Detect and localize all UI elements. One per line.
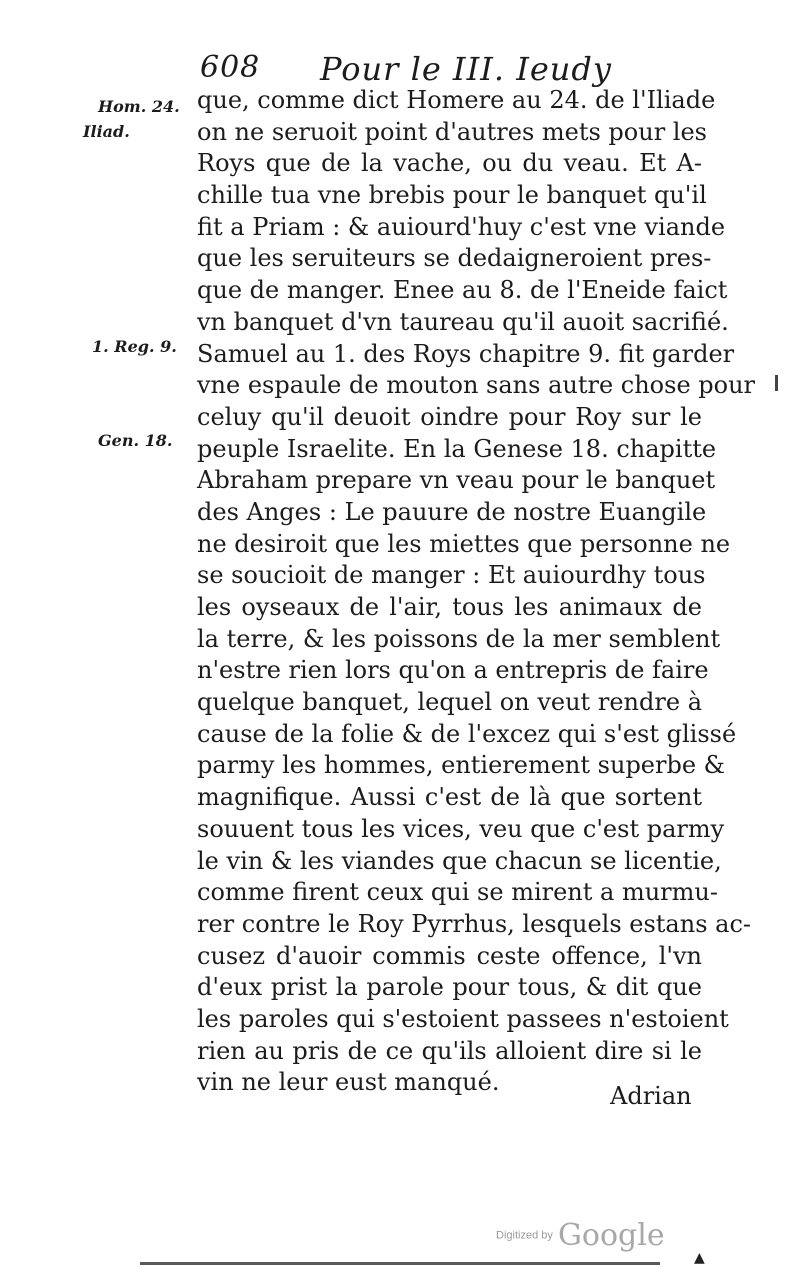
page-number: 608 <box>200 50 261 85</box>
text-line: fit a Priam : & auiourd'huy c'est vne viande <box>197 212 726 241</box>
text-line: Samuel au 1. des Roys chapitre 9. fit garder <box>197 339 735 368</box>
text-line: chille tua vne brebis pour le banquet qu'il <box>197 181 707 210</box>
text-line: ne desiroit que les miettes que personne ne <box>197 529 731 558</box>
text-line: le vin & les viandes que chacun se licentie, <box>197 846 722 875</box>
text-line: vn banquet d'vn taureau qu'il auoit sacrifié. <box>197 307 729 336</box>
watermark-brand: Google <box>557 1218 665 1253</box>
text-line: Roys que de la vache, ou du veau. Et A- <box>197 149 702 178</box>
text-line: la terre, & les poissons de la mer semblent <box>197 624 721 653</box>
text-line: cusez d'auoir commis ceste offence, l'vn <box>197 941 702 970</box>
text-line: comme firent ceux qui se mirent a murmu- <box>197 878 718 907</box>
margin-note-reg: 1. Reg. 9. <box>92 337 177 356</box>
text-line: d'eux prist la parole pour tous, & dit que <box>197 973 702 1002</box>
catchword: Adrian <box>610 1082 692 1110</box>
text-line: que, comme dict Homere au 24. de l'Iliade <box>197 86 716 114</box>
text-line: quelque banquet, lequel on veut rendre à <box>197 688 702 717</box>
text-line: vne espaule de mouton sans autre chose pour <box>197 371 756 400</box>
page-edge-line <box>140 1262 660 1265</box>
text-line: les paroles qui s'estoient passees n'estoient <box>197 1004 729 1033</box>
text-line: les oyseaux de l'air, tous les animaux de <box>197 593 702 621</box>
text-line: magnifique. Aussi c'est de là que sortent <box>197 783 702 812</box>
text-line: celuy qu'il deuoit oindre pour Roy sur le <box>197 402 702 431</box>
text-line: parmy les hommes, entierement superbe & <box>197 751 726 780</box>
text-line: rer contre le Roy Pyrrhus, lesquels estans ac- <box>197 909 752 938</box>
text-line: cause de la folie & de l'excez qui s'est glissé <box>197 719 737 748</box>
text-line: Abraham prepare vn veau pour le banquet <box>197 466 716 495</box>
text-line: rien au pris de ce qu'ils alloient dire si le <box>197 1036 702 1065</box>
text-line: peuple Israelite. En la Genese 18. chapitte <box>197 434 717 463</box>
margin-notes <box>0 0 200 1280</box>
watermark-prefix: Digitized by <box>496 1229 553 1242</box>
text-line: n'estre rien lors qu'on a entrepris de faire <box>197 656 709 685</box>
text-line: des Anges : Le pauure de nostre Euangile <box>197 497 707 526</box>
arrow-mark-icon: ▲ <box>694 1250 705 1266</box>
text-line: que les seruiteurs se dedaigneroient pres- <box>197 244 712 273</box>
text-line: vin ne leur eust manqué. <box>197 1068 500 1097</box>
text-line: se soucioit de manger : Et auiourdhy tous <box>197 561 706 590</box>
side-tick-mark <box>775 375 778 391</box>
margin-note-gen: Gen. 18. <box>98 431 173 450</box>
text-line: que de manger. Enee au 8. de l'Eneide faict <box>197 276 728 305</box>
margin-note-hom: Hom. 24. <box>98 97 180 116</box>
text-line: on ne seruoit point d'autres mets pour les <box>197 117 707 146</box>
text-line: souuent tous les vices, veu que c'est parmy <box>197 814 725 843</box>
margin-note-iliad: Iliad. <box>83 122 130 141</box>
digitization-watermark <box>496 1218 665 1253</box>
body-text <box>197 85 756 1099</box>
running-title: Pour le III. Ieudy <box>320 50 612 88</box>
